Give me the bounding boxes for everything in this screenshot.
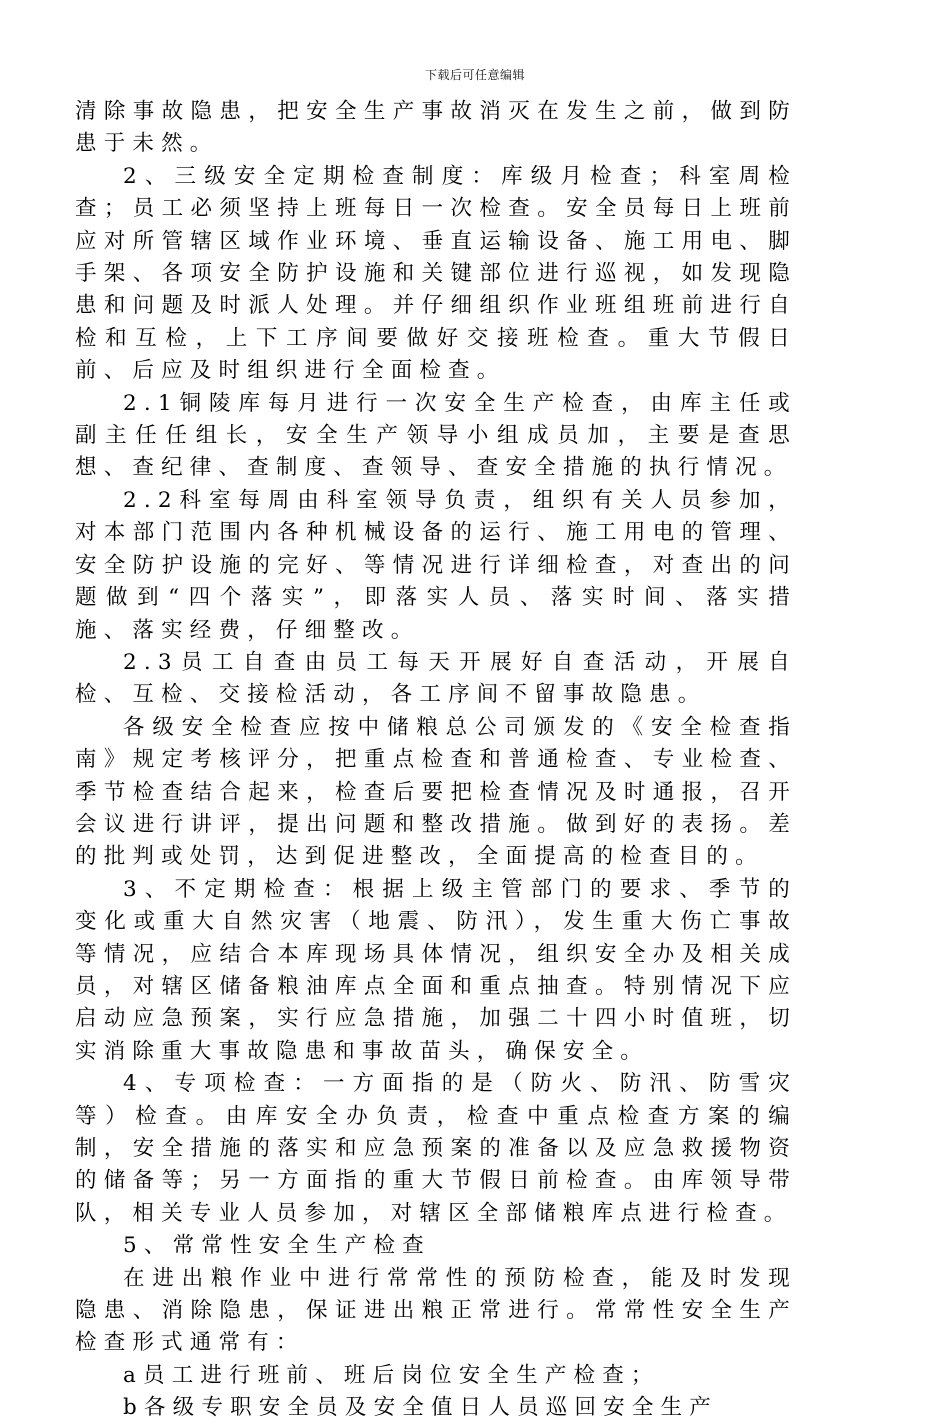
header-note: 下载后可任意编辑 [424,68,525,82]
paragraph-routine-inspection-intro: 在进出粮作业中进行常常性的预防检查，能及时发现隐患、消除隐患，保证进出粮正常进行。常常性安全生产检查形式通常有： [75,1265,797,1356]
paragraph-section-4-special-inspection: 4、专项检查：一方面指的是（防火、防汛、防雪灾等）检查。由库安全办负责，检查中重点检查方案的编制，安全措施的落实和应急预案的准备以及应急救援物资的储备等；另一方面指的重大节假日前检查。由库领导带队，相关专业人员参加，对辖区全部储粮库点进行检查。 [75,1071,797,1226]
paragraph-section-2-1-monthly-inspection: 2.1铜陵库每月进行一次安全生产检查，由库主任或副主任任组长，安全生产领导小组成员加，主要是查思想、查纪律、查制度、查领导、查安全措施的执行情况。 [75,390,797,481]
paragraph-continued-text: 清除事故隐患，把安全生产事故消灭在发生之前，做到防患于未然。 [75,99,797,157]
paragraph-section-2-3-self-inspection: 2.3员工自查由员工每天开展好自查活动，开展自检、互检、交接检活动，各工序间不留事故隐患。 [75,649,797,708]
paragraph-section-2-2-weekly-inspection: 2.2科室每周由科室领导负责，组织有关人员参加，对本部门范围内各种机械设备的运行、施工用电的管理、安全防护设施的完好、等情况进行详细检查，对查出的问题做到“四个落实”，即落实人员、落实时间、落实措施、落实经费，仔细整改。 [75,487,797,643]
list-item-a: a员工进行班前、班后岗位安全生产检查； [123,1362,660,1388]
document-body [75,96,797,1425]
list-item-b: b各级专职安全员及安全值日人员巡回安全生产 [123,1395,718,1421]
paragraph-section-3-irregular-inspection: 3、不定期检查：根据上级主管部门的要求、季节的变化或重大自然灾害（地震、防汛），发生重大伤亡事故等情况，应结合本库现场具体情况，组织安全办及相关成员，对辖区储备粮油库点全面和重点抽查。特别情况下应启动应急预案，实行应急措施，加强二十四小时值班，切实消除重大事故隐患和事故苗头，确保安全。 [75,876,797,1064]
paragraph-inspection-guidelines: 各级安全检查应按中储粮总公司颁发的《安全检查指南》规定考核评分，把重点检查和普通检查、专业检查、季节检查结合起来，检查后要把检查情况及时通报，召开会议进行讲评，提出问题和整改措施。做到好的表扬。差的批判或处罚，达到促进整改，全面提高的检查目的。 [75,714,797,870]
paragraph-section-2-three-level-inspection: 2、三级安全定期检查制度：库级月检查；科室周检查；员工必须坚持上班每日一次检查。安全员每日上班前应对所管辖区域作业环境、垂直运输设备、施工用电、脚手架、各项安全防护设施和关键部位进行巡视，如发现隐患和问题及时派人处理。并仔细组织作业班组班前进行自检和互检，上下工序间要做好交接班检查。重大节假日前、后应及时组织进行全面检查。 [75,163,797,384]
paragraph-section-5-heading: 5、常常性安全生产检查 [123,1233,431,1259]
